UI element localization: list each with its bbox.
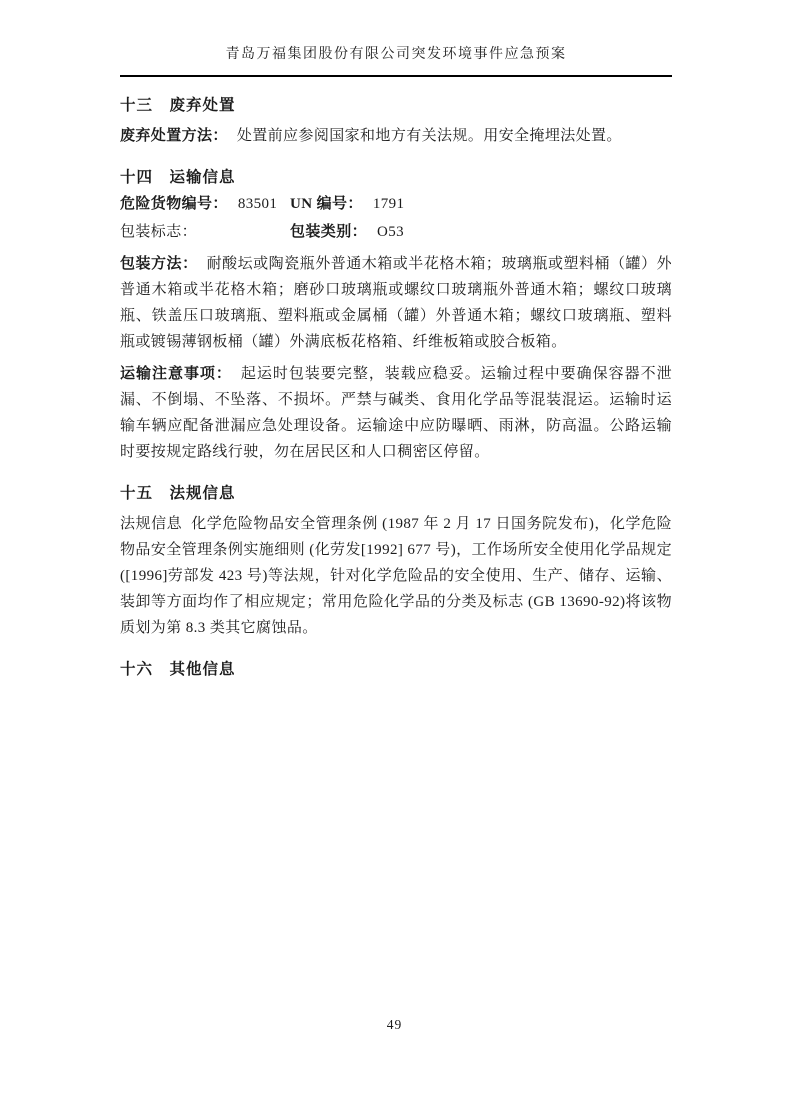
document-header-title: 青岛万福集团股份有限公司突发环境事件应急预案 bbox=[120, 45, 672, 77]
un-number-value: 1791 bbox=[372, 196, 405, 212]
un-number-label: UN 编号： bbox=[290, 196, 363, 212]
packing-method-paragraph bbox=[120, 251, 672, 355]
dangerous-goods-number-value: 83501 bbox=[237, 196, 278, 212]
packing-category-value: O53 bbox=[377, 224, 405, 240]
packing-mark-cell bbox=[120, 219, 290, 245]
dangerous-goods-number-label: 危险货物编号： bbox=[120, 196, 228, 212]
packing-category-label: 包装类别： bbox=[290, 224, 368, 240]
transport-notes-text: 起运时包装要完整，装载应稳妥。运输过程中要确保容器不泄漏、不倒塌、不坠落、不损坏。严禁与碱类、食用化学品等混装混运。运输时运输车辆应配备泄漏应急处理设备。运输途中应防曝晒、雨淋，防高温。公路运输时要按规定路线行驶，勿在居民区和人口稠密区停留。 bbox=[120, 366, 672, 460]
section-heading-13-waste-disposal: 十三 废弃处置 bbox=[120, 97, 236, 114]
packing-method-text: 耐酸坛或陶瓷瓶外普通木箱或半花格木箱；玻璃瓶或塑料桶（罐）外普通木箱或半花格木箱；磨砂口玻璃瓶或螺纹口玻璃瓶外普通木箱；螺纹口玻璃瓶、铁盖压口玻璃瓶、塑料瓶或金属桶（罐）外普通木箱；螺纹口玻璃瓶、塑料瓶或镀锡薄钢板桶（罐）外满底板花格箱、纤维板箱或胶合板箱。 bbox=[120, 256, 672, 350]
page-number: 49 bbox=[386, 1017, 403, 1032]
disposal-method-text: 处置前应参阅国家和地方有关法规。用安全掩埋法处置。 bbox=[236, 128, 622, 144]
regulation-text: 化学危险物品安全管理条例 (1987 年 2 月 17 日国务院发布)，化学危险物品安全管理条例实施细则 (化劳发[1992] 677 号)，工作场所安全使用化学品规定 ([1996]劳部发 423 号)等法规，针对化学危险品的安全使用、生产、储存、运输、装卸等方面均作了相应规定；常用危险化学品的分类及标志 (GB 13690-92)将该物质划为第 8.3 类其它腐蚀品。 bbox=[120, 516, 672, 636]
packing-method-label: 包装方法： bbox=[120, 256, 198, 272]
section-heading-15-regulatory-info: 十五 法规信息 bbox=[120, 485, 236, 502]
regulation-paragraph bbox=[120, 511, 672, 641]
packing-mark-row bbox=[120, 219, 672, 245]
dangerous-goods-number-row bbox=[120, 191, 672, 217]
packing-mark-label: 包装标志： bbox=[120, 224, 198, 240]
page-content bbox=[120, 45, 672, 681]
disposal-method-paragraph bbox=[120, 123, 672, 149]
dangerous-goods-number-cell bbox=[120, 191, 290, 217]
transport-notes-label: 运输注意事项： bbox=[120, 366, 232, 382]
transport-notes-paragraph bbox=[120, 361, 672, 465]
section-heading-16-other-info: 十六 其他信息 bbox=[120, 661, 236, 678]
section-heading-14-transport-info: 十四 运输信息 bbox=[120, 169, 236, 186]
regulation-label: 法规信息 bbox=[120, 516, 183, 532]
disposal-method-label: 废弃处置方法： bbox=[120, 128, 228, 144]
